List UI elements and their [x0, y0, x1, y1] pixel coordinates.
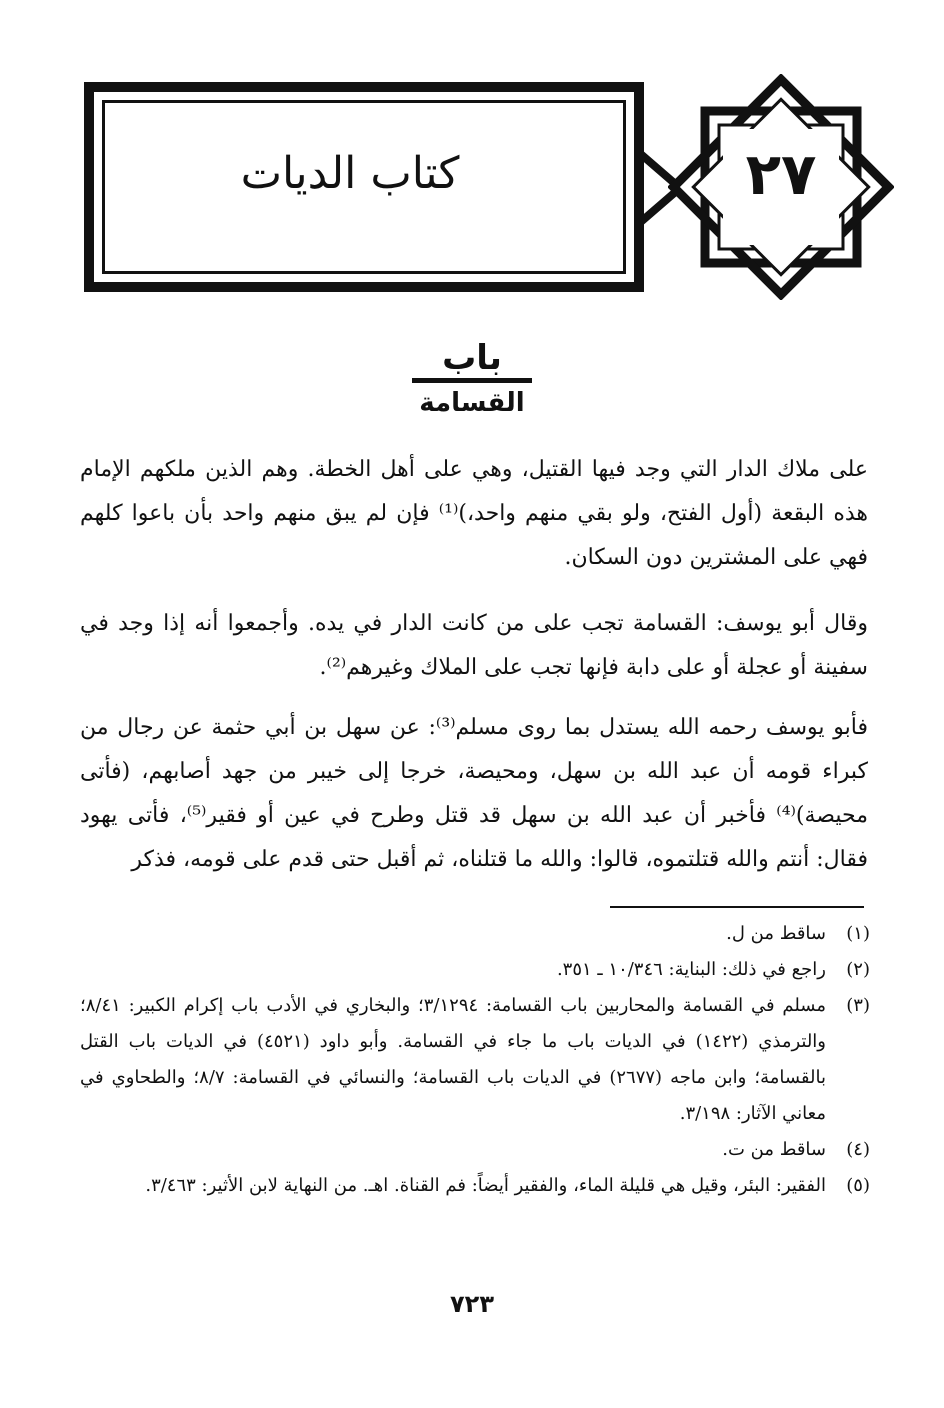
- footnote-4: [80, 1132, 870, 1168]
- footnote-number: (٢): [846, 959, 870, 980]
- footnote-5: [80, 1168, 870, 1204]
- footnote-number: (٣): [846, 995, 870, 1016]
- footnote-text: ساقط من ل.: [726, 923, 826, 944]
- footnote-separator: [610, 906, 864, 908]
- footnote-3: [80, 988, 870, 1132]
- page-number: ٧٢٣: [450, 1290, 494, 1318]
- footnote-1: [80, 916, 870, 952]
- footnote-text: راجع في ذلك: البناية: ١٠/٣٤٦ ـ ٣٥١.: [556, 959, 826, 980]
- body-paragraph-2: وقال أبو يوسف: القسامة تجب على من كانت الدار في يده. وأجمعوا أنه إذا وجد في سفينة أو عجلة أو على دابة فإنها تجب على الملاك وغيرهم⁽²⁾.: [80, 611, 868, 680]
- book-title: كتاب الديات: [240, 148, 460, 199]
- section-name: القسامة: [419, 388, 525, 418]
- footnote-number: (٥): [846, 1175, 870, 1196]
- footnote-2: [80, 952, 870, 988]
- chapter-number: ٢٧: [745, 140, 817, 208]
- body-paragraph-1: على ملاك الدار التي وجد فيها القتيل، وهي على أهل الخطة. وهم الذين ملكهم الإمام هذه البقعة (أول الفتح، ولو بقي منهم واحد،)⁽¹⁾ فإن لم يبق منهم واحد بأن باعوا كلهم فهي على المشترين دون السكان.: [80, 457, 868, 570]
- section-rule: [412, 378, 532, 383]
- footnote-text: ساقط من ت.: [722, 1139, 826, 1160]
- footnote-text: الفقير: البئر، وقيل هي قليلة الماء، والفقير أيضاً: فم القناة. اهـ. من النهاية لابن الأثير: ٣/٤٦٣.: [145, 1175, 826, 1196]
- footnote-text: مسلم في القسامة والمحاربين باب القسامة: ٣/١٢٩٤؛ والبخاري في الأدب باب إكرام الكبير: ٨/٤١؛ والترمذي (١٤٢٢) في الديات باب ما جاء في القسامة. وأبو داود (٤٥٢١) في الديات باب القتل بالقسامة؛ وابن ماجه (٢٦٧٧) في الديات باب القسامة؛ والنسائي في القسامة: ٨/٧؛ والطحاوي في معاني الآثار: ٣/١٩٨.: [80, 995, 827, 1124]
- footnotes: [80, 916, 870, 1204]
- body-paragraph-3: فأبو يوسف رحمه الله يستدل بما روى مسلم⁽³⁾: عن سهل بن أبي حثمة عن رجال من كبراء قومه أن عبد الله بن سهل، ومحيصة، خرجا إلى خيبر من جهد أصابهم، (فأتى محيصة)⁽⁴⁾ فأخبر أن عبد الله بن سهل قد قتل وطرح في عين أو فقير⁽⁵⁾، فأتى يهود فقال: أنتم والله قتلتموه، قالوا: والله ما قتلناه، ثم أقبل حتى قدم على قومه، فذكر: [80, 715, 868, 872]
- footnote-number: (٤): [846, 1139, 870, 1160]
- footnote-number: (١): [846, 923, 870, 944]
- section-label: باب: [442, 338, 502, 378]
